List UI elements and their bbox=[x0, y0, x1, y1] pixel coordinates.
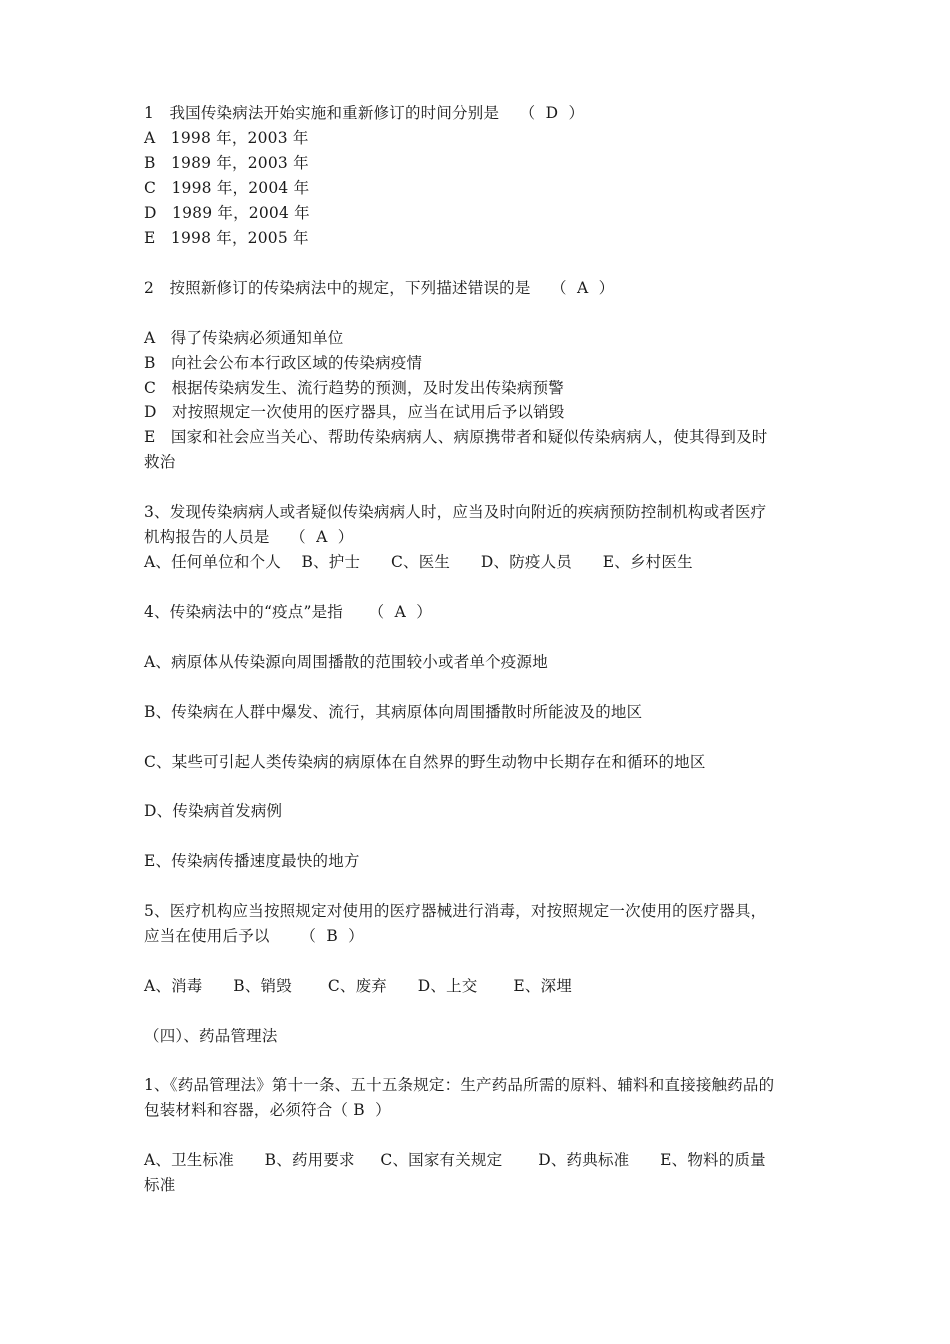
q1-option-b: B 1989 年，2003 年 bbox=[144, 154, 309, 172]
q3-stem-cont: 机构报告的人员是 （ A ） bbox=[144, 528, 354, 546]
q2-option-e: E 国家和社会应当关心、帮助传染病病人、病原携带者和疑似传染病病人，使其得到及时 bbox=[144, 428, 768, 446]
q2-option-b: B 向社会公布本行政区域的传染病疫情 bbox=[144, 354, 423, 372]
q2-option-a: A 得了传染病必须通知单位 bbox=[144, 329, 344, 347]
q1-option-a: A 1998 年，2003 年 bbox=[144, 129, 309, 147]
q4-option-b: B、传染病在人群中爆发、流行，其病原体向周围播散时所能波及的地区 bbox=[144, 703, 643, 721]
q2-stem: 2 按照新修订的传染病法中的规定，下列描述错误的是 （ A ） bbox=[144, 279, 615, 297]
q2-option-c: C 根据传染病发生、流行趋势的预测，及时发出传染病预警 bbox=[144, 379, 564, 397]
q1-option-e: E 1998 年，2005 年 bbox=[144, 229, 309, 247]
s4-q1-options-cont: 标准 bbox=[144, 1176, 176, 1194]
q1-stem: 1 我国传染病法开始实施和重新修订的时间分别是 （ D ） bbox=[144, 104, 585, 122]
q3-stem: 3、发现传染病病人或者疑似传染病病人时，应当及时向附近的疾病预防控制机构或者医疗 bbox=[144, 503, 767, 521]
q2-option-e-cont: 救治 bbox=[144, 453, 176, 471]
section-heading: （四）、药品管理法 bbox=[144, 1027, 278, 1045]
q4-option-c: C、某些可引起人类传染病的病原体在自然界的野生动物中长期存在和循环的地区 bbox=[144, 753, 706, 771]
q4-option-e: E、传染病传播速度最快的地方 bbox=[144, 852, 360, 870]
q4-option-a: A、病原体从传染源向周围播散的范围较小或者单个疫源地 bbox=[144, 653, 548, 671]
q5-stem: 5、医疗机构应当按照规定对使用的医疗器械进行消毒，对按照规定一次使用的医疗器具， bbox=[144, 902, 767, 920]
q1-option-c: C 1998 年，2004 年 bbox=[144, 179, 310, 197]
s4-q1-stem: 1、《药品管理法》第十一条、五十五条规定：生产药品所需的原料、辅料和直接接触药品的 bbox=[144, 1076, 775, 1094]
q4-stem: 4、传染病法中的“疫点”是指 （ A ） bbox=[144, 603, 432, 621]
q3-options: A、任何单位和个人 B、护士 C、医生 D、防疫人员 E、乡村医生 bbox=[144, 553, 693, 571]
s4-q1-options: A、卫生标准 B、药用要求 C、国家有关规定 D、药典标准 E、物料的质量 bbox=[144, 1151, 766, 1169]
q5-options: A、消毒 B、销毁 C、废弃 D、上交 E、深埋 bbox=[144, 977, 572, 995]
s4-q1-stem-cont: 包装材料和容器，必须符合（ B ） bbox=[144, 1101, 391, 1119]
q2-option-d: D 对按照规定一次使用的医疗器具，应当在试用后予以销毁 bbox=[144, 403, 565, 421]
q5-stem-cont: 应当在使用后予以 （ B ） bbox=[144, 927, 364, 945]
q4-option-d: D、传染病首发病例 bbox=[144, 802, 283, 820]
q1-option-d: D 1989 年，2004 年 bbox=[144, 204, 310, 222]
